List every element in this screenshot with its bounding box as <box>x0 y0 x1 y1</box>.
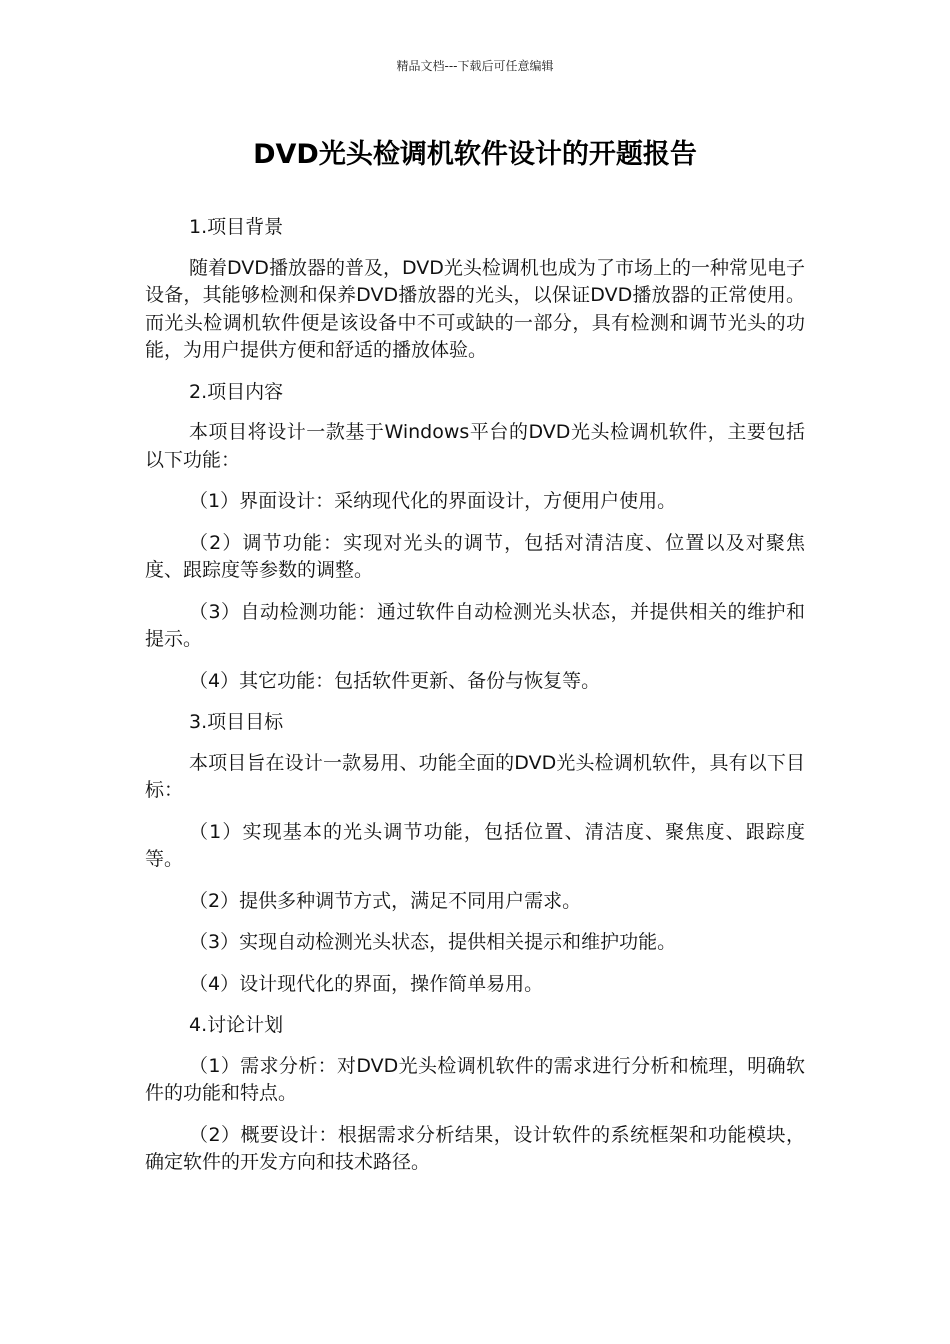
list-item: （3）实现自动检测光头状态，提供相关提示和维护功能。 <box>189 931 677 953</box>
list-item: （3）自动检测功能：通过软件自动检测光头状态，并提供相关的维护和提示。 <box>145 600 805 650</box>
section-heading: 3.项目目标 <box>189 711 284 733</box>
list-item: （1）界面设计：采纳现代化的界面设计，方便用户使用。 <box>189 490 677 512</box>
list-item: （2）提供多种调节方式，满足不同用户需求。 <box>189 889 582 912</box>
list-item: （2）概要设计：根据需求分析结果，设计软件的系统框架和功能模块，确定软件的开发方向和技术路径。 <box>145 1123 805 1173</box>
list-item: （4）其它功能：包括软件更新、备份与恢复等。 <box>189 669 601 692</box>
section-heading: 2.项目内容 <box>189 380 284 403</box>
document-title: DVD光头检调机软件设计的开题报告 <box>253 139 697 170</box>
list-item: （2）调节功能：实现对光头的调节，包括对清洁度、位置以及对聚焦度、跟踪度等参数的调整。 <box>145 531 805 581</box>
page-header: 精品文档---下载后可任意编辑 <box>396 59 554 73</box>
paragraph: 本项目将设计一款基于Windows平台的DVD光头检调机软件，主要包括以下功能： <box>145 421 805 471</box>
paragraph: 随着DVD播放器的普及，DVD光头检调机也成为了市场上的一种常见电子设备，其能够检测和保养DVD播放器的光头，以保证DVD播放器的正常使用。而光头检调机软件便是该设备中不可或缺的一部分，具有检测和调节光头的功能，为用户提供方便和舒适的播放体验。 <box>145 256 805 361</box>
list-item: （4）设计现代化的界面，操作简单易用。 <box>189 972 544 995</box>
section-heading: 1.项目背景 <box>189 216 284 238</box>
list-item: （1）需求分析：对DVD光头检调机软件的需求进行分析和梳理，明确软件的功能和特点。 <box>145 1054 805 1104</box>
document-body <box>145 214 805 1191</box>
list-item: （1）实现基本的光头调节功能，包括位置、清洁度、聚焦度、跟踪度等。 <box>145 820 805 870</box>
paragraph: 本项目旨在设计一款易用、功能全面的DVD光头检调机软件，具有以下目标： <box>145 751 805 801</box>
section-heading: 4.讨论计划 <box>189 1014 284 1036</box>
